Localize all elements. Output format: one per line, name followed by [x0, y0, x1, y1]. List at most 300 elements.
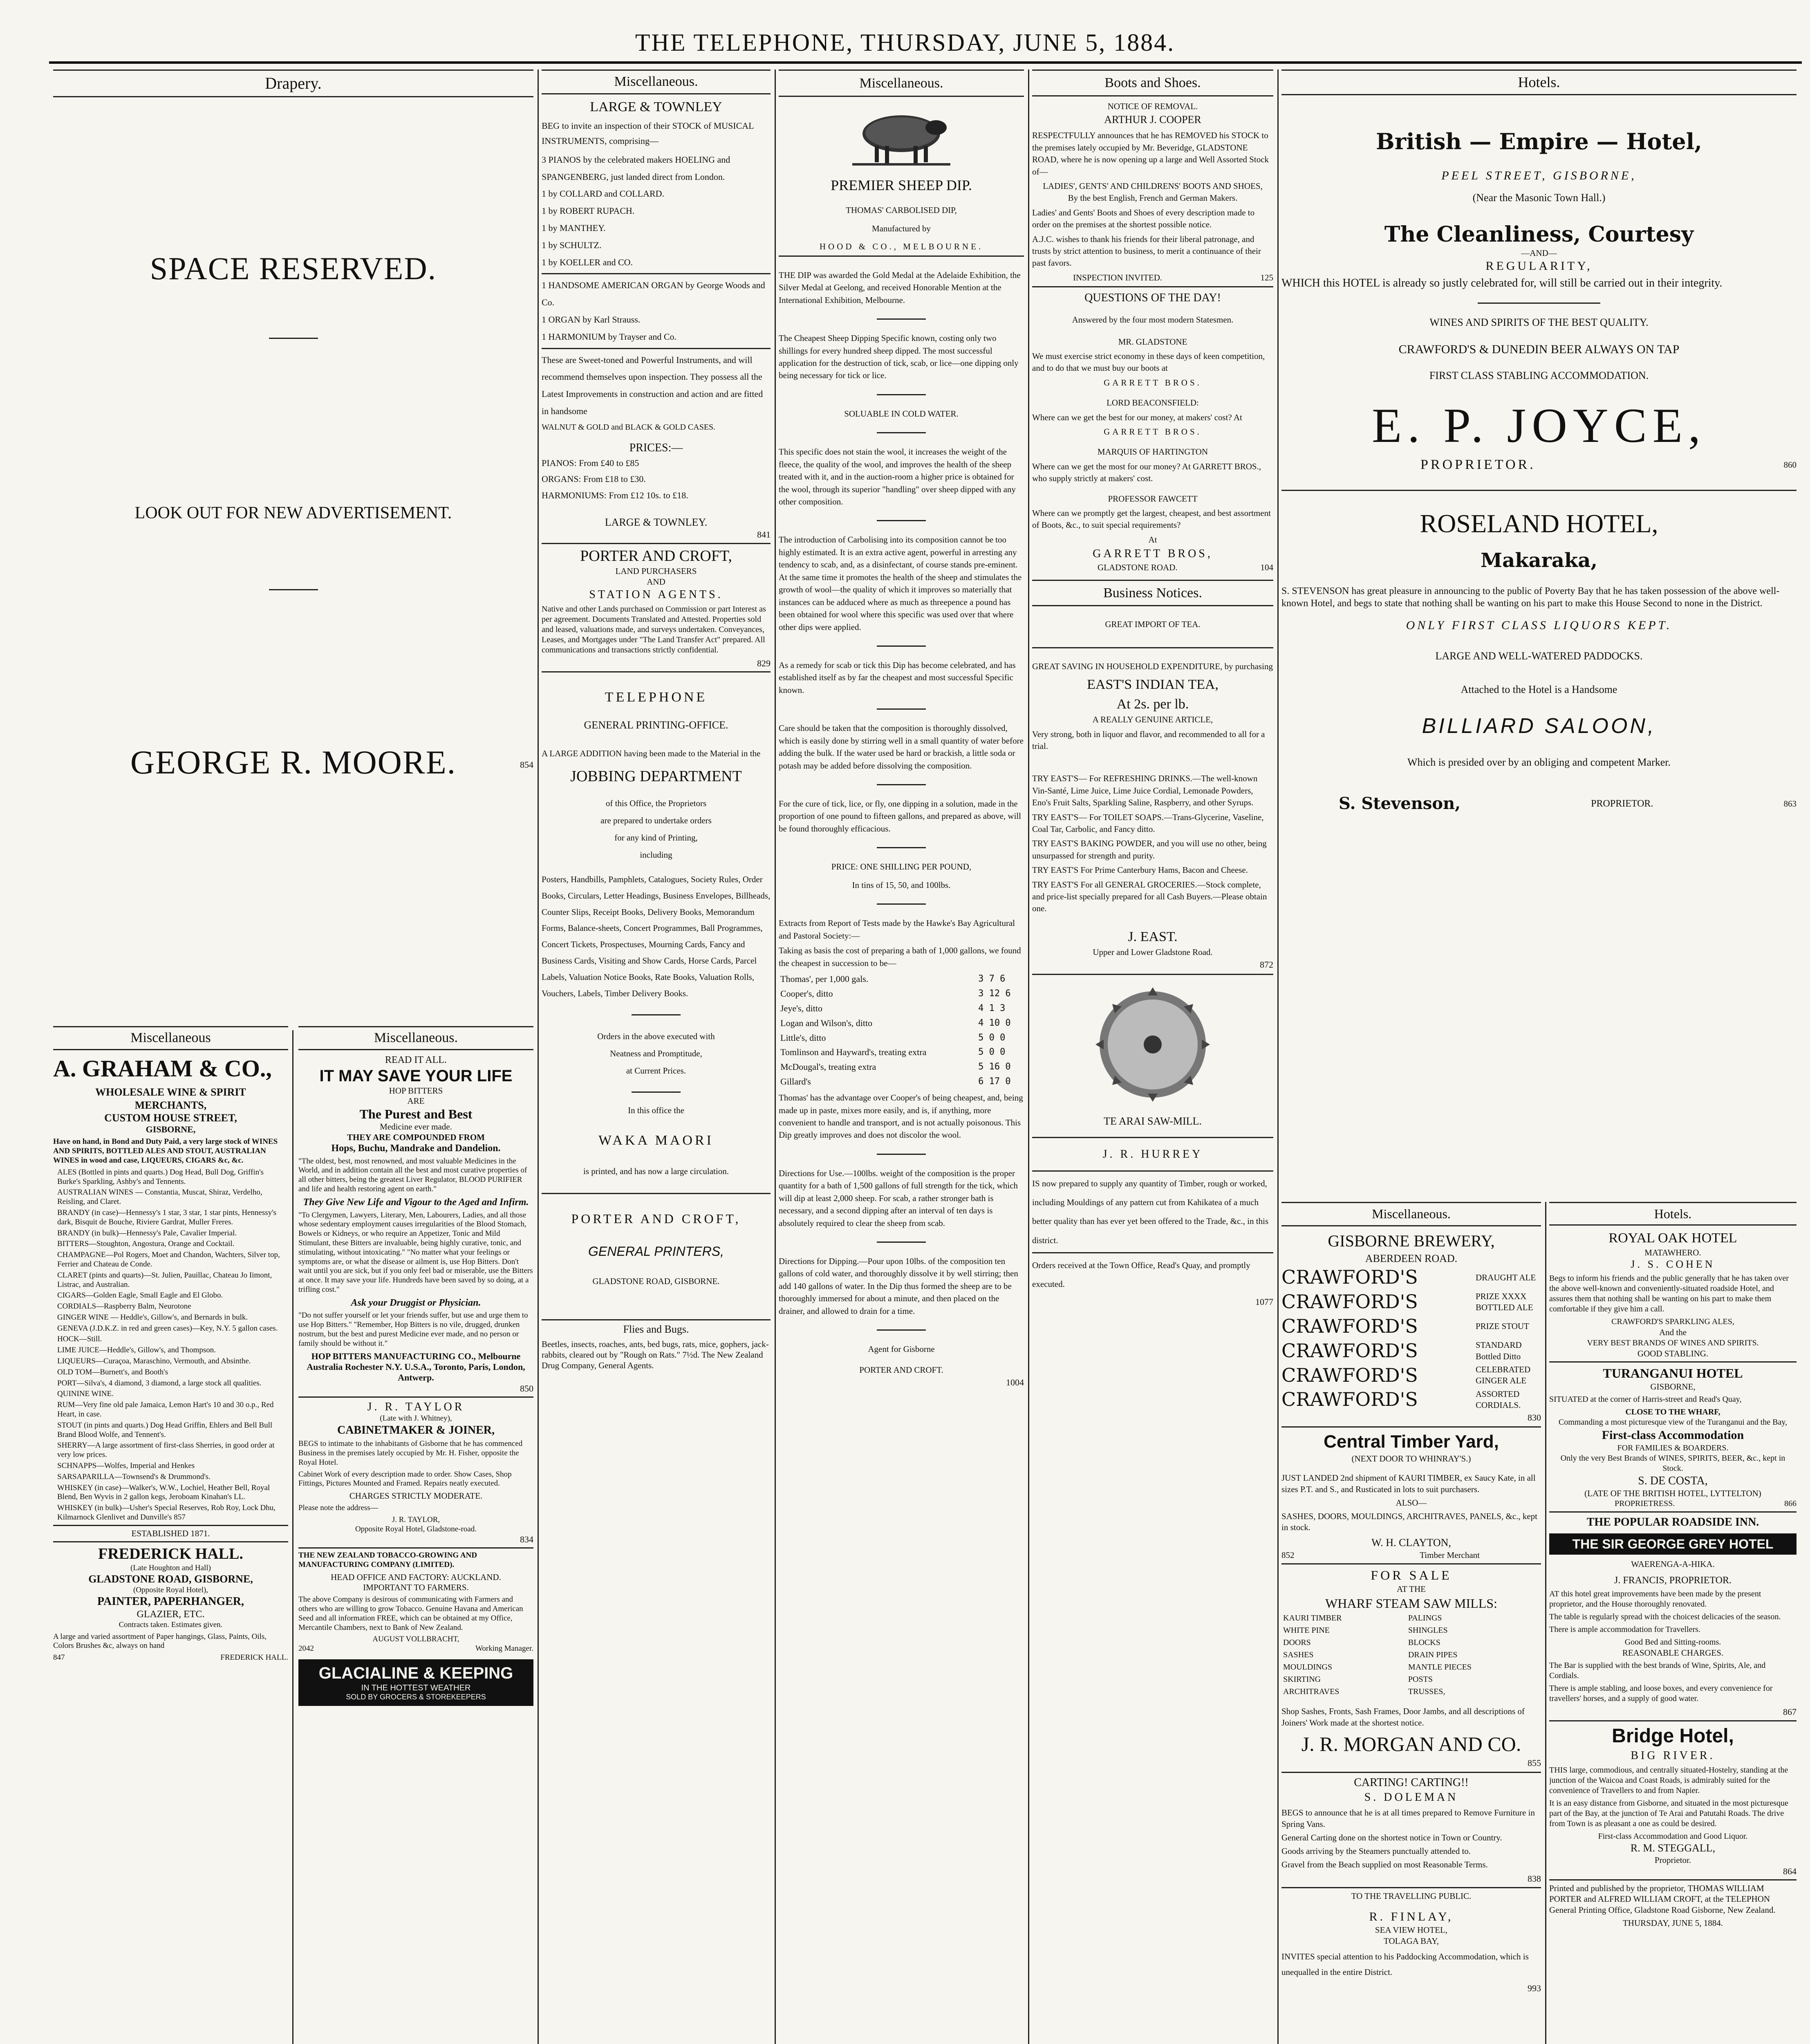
pc2-addr: GLADSTONE ROAD, GISBORNE. — [592, 1276, 720, 1286]
divider — [877, 784, 926, 785]
jrt-sign: J. R. TAYLOR, — [392, 1515, 440, 1524]
divider — [1549, 1361, 1797, 1363]
presided: Which is presided over by an obliging and competent Marker. — [1407, 756, 1671, 768]
price-line: PIANOS: From £40 to £85 — [542, 457, 639, 468]
families: FOR FAMILIES & BOARDERS. — [1617, 1443, 1729, 1452]
divider — [1549, 1511, 1797, 1513]
fh-line: PAINTER, PAPERHANGER, — [97, 1595, 244, 1608]
at-the: AT THE — [1397, 1584, 1426, 1594]
j-east: J. EAST. — [1128, 929, 1178, 944]
regularity: REGULARITY, — [1485, 259, 1593, 273]
table-cell: KAURI TIMBER — [1283, 1614, 1342, 1623]
garrett: GARRETT BROS, — [1093, 547, 1213, 560]
ad-number: 866 — [1784, 1499, 1797, 1508]
ad-number: 125 — [1260, 272, 1273, 282]
ad-number: 830 — [1528, 1412, 1541, 1423]
q-title: QUESTIONS OF THE DAY! — [1084, 291, 1221, 305]
divider — [877, 847, 926, 848]
agent: Agent for Gisborne — [868, 1344, 935, 1354]
fh-line: GLADSTONE ROAD, GISBORNE, — [88, 1573, 253, 1585]
table-row — [1281, 1624, 1541, 1636]
list-item: 1 HARMONIUM by Trayser and Co. — [542, 331, 677, 342]
nz-footer — [298, 1644, 533, 1654]
also: ALSO— — [1396, 1497, 1427, 1508]
george-moore: GEORGE R. MOORE. — [130, 744, 457, 781]
flies-title: Flies and Bugs. — [623, 1323, 689, 1336]
nz-sign: AUGUST VOLLBRACHT, — [372, 1635, 459, 1644]
nz-office: HEAD OFFICE AND FACTORY: AUCKLAND. — [331, 1572, 501, 1582]
cohen-p: Begs to inform his friends and the public generally that he has taken over the above well-known and conveniently-situated roadside Hotel, and assures them that nothing shall be wanting on his part to make them comfortable if they give him a call. — [1549, 1274, 1789, 1314]
masthead-rule — [49, 61, 1802, 64]
near: (Near the Masonic Town Hall.) — [1472, 192, 1606, 204]
nz-title: THE NEW ZEALAND TOBACCO-GROWING AND MANUFACTURING COMPANY (LIMITED). — [298, 1551, 477, 1569]
divider — [1281, 1563, 1541, 1564]
table-row — [1281, 1685, 1541, 1698]
ad-number: 829 — [757, 658, 771, 668]
fh-footer — [53, 1653, 288, 1663]
list-item: AUSTRALIAN WINES — Constantia, Muscat, Shiraz, Verdelho, Reisling, and Claret. — [57, 1188, 262, 1206]
lt-prices: PRICES:— — [629, 441, 683, 454]
hb-may-save: IT MAY SAVE YOUR LIFE — [319, 1067, 513, 1085]
divider — [1549, 1879, 1797, 1880]
divider — [1032, 974, 1273, 975]
divider — [542, 543, 771, 544]
bridge-hotel: Bridge Hotel, — [1612, 1725, 1734, 1747]
seaview: SEA VIEW HOTEL, — [1375, 1925, 1448, 1935]
list-item: GINGER WINE — Heddle's, Gillow's, and Bernards in bulk. — [57, 1313, 248, 1322]
which: WHICH this HOTEL is already so justly celebrated for, will still be carried out in their integrity. — [1281, 277, 1723, 290]
pc-title: PORTER AND CROFT, — [580, 547, 732, 565]
tea-price: At 2s. per lb. — [1116, 696, 1189, 712]
timber-merchant: Timber Merchant — [1420, 1550, 1480, 1560]
br-p: It is an easy distance from Gisborne, and situated in the most picturesque part of the Bay, at the junction of Te Arai and Patutahi Roads. The drive from Town is as pleasant a one as could be desired. — [1549, 1798, 1788, 1828]
joyce: E. P. JOYCE, — [1371, 398, 1707, 453]
graham-column — [53, 1026, 288, 2044]
table-row — [779, 1074, 1024, 1089]
try-east: TRY EAST'S— For REFRESHING DRINKS.—The well-known Vin-Santé, Lime Juice, Lime Juice Cordial, Lemonade Powders, Eno's Fruit Salts, Sparkling Saline, Raspberry, and other Syrups. — [1032, 773, 1258, 808]
divider — [269, 589, 318, 590]
pc-line: STATION AGENTS. — [589, 588, 723, 601]
and: —AND— — [1521, 248, 1557, 258]
glaciline-ad — [298, 1659, 533, 1706]
dol-p: Goods arriving by the Steamers punctually attended to. — [1281, 1846, 1471, 1856]
table-cell: 6 17 0 — [978, 1076, 1011, 1087]
sheep-dip-hood: HOOD & CO., MELBOURNE. — [819, 242, 983, 252]
divider — [877, 394, 926, 395]
at: At — [1148, 534, 1157, 545]
commanding: Commanding a most picturesque view of the Turanganui and the Bay, — [1558, 1418, 1788, 1427]
ad-number: 864 — [1783, 1866, 1797, 1876]
try-east: TRY EAST'S— For TOILET SOAPS.—Trans-Glycerine, Vaseline, Coal Tar, Carbolic, and Fancy ditto. — [1032, 812, 1264, 834]
table-cell: Tomlinson and Hayward's, treating extra — [780, 1047, 927, 1058]
only-brands: Only the very Best Brands of WINES, SPIRITS, BEER, &c., kept in Stock. — [1560, 1453, 1785, 1473]
ad-number: 867 — [1783, 1707, 1797, 1717]
divider — [1032, 286, 1273, 287]
saw-p: IS now prepared to supply any quantity of Timber, rough or worked, including Mouldings of any pattern cut from Kahikatea of a much better quality than has ever yet been offered to the Trade, &c., in this district. — [1032, 1179, 1269, 1245]
graham-firm: A. GRAHAM & CO., — [53, 1055, 272, 1082]
glaciline-line: SOLD BY GROCERS & STOREKEEPERS — [346, 1692, 486, 1701]
paragraph: A.J.C. wishes to thank his friends for their liberal patronage, and trusts by strict attention to business, to merit a continuance of their past favors. — [1032, 234, 1261, 268]
tel-b: of this Office, the Proprietors — [605, 798, 707, 808]
hotels-column — [1281, 69, 1797, 1198]
paragraph: Directions for Use.—100lbs. weight of the composition is the proper quantity for a bath of 1,500 gallons of full strength for the tick, which will dip at least 2,000 sheep. For scab, a rather stronger bath is necessary, and a second dipping after an interval of ten days is absolutely required to clear the sheep from scab. — [779, 1168, 1018, 1228]
try-east: TRY EAST'S For all GENERAL GROCERIES.—Stock complete, and price-list specially prepared for all Cash Buyers.—Please obtain one. — [1032, 879, 1267, 914]
tins: In tins of 15, 50, and 100lbs. — [852, 880, 951, 890]
hb-line: ARE — [407, 1096, 425, 1106]
table-cell: SASHES — [1283, 1650, 1314, 1660]
section-header: Business Notices. — [1032, 580, 1273, 607]
table-cell: MANTLE PIECES — [1408, 1663, 1472, 1672]
divider — [53, 1541, 288, 1542]
table-row — [1281, 1673, 1541, 1685]
hb-line: Medicine ever made. — [380, 1122, 452, 1132]
list-item: SCHNAPPS—Wolfes, Imperial and Henkes — [57, 1461, 195, 1470]
table-row — [779, 986, 1024, 1001]
list-item — [1281, 1265, 1541, 1290]
gisborne: GISBORNE, — [1650, 1381, 1696, 1392]
de-costa-footer — [1549, 1499, 1797, 1509]
fh-line: Contracts taken. Estimates given. — [119, 1620, 223, 1629]
clayton-footer — [1281, 1550, 1541, 1561]
list-item: WHISKEY (in bulk)—Usher's Special Reserves, Rob Roy, Lock Dhu, Kilmarnock Glenlivet and Dunville's 857 — [57, 1504, 276, 1522]
lt-body: These are Sweet-toned and Powerful Instruments, and will recommend themselves upon inspection. They possess all the Latest Improvements in construction and action and are fitted in handsome — [542, 354, 763, 416]
for-sale: FOR SALE — [1371, 1567, 1452, 1582]
ad-number: 838 — [1528, 1873, 1541, 1884]
only-first: ONLY FIRST CLASS LIQUORS KEPT. — [1406, 619, 1672, 632]
morgan: J. R. MORGAN AND CO. — [1301, 1732, 1521, 1755]
fr-p: There is ample accommodation for Travellers. — [1549, 1625, 1700, 1634]
list-item: GENEVA (J.D.K.Z. in red and green cases)—Key, N.Y. 5 gallon cases. — [57, 1324, 278, 1333]
central-timber-yard: Central Timber Yard, — [1324, 1431, 1499, 1452]
list-item: 1 HANDSOME AMERICAN ORGAN by George Woods and Co. — [542, 280, 765, 308]
jrt-name: J. R. TAYLOR — [367, 1401, 465, 1414]
table-cell: Logan and Wilson's, ditto — [780, 1018, 873, 1028]
paragraph: As a remedy for scab or tick this Dip has become celebrated, and has established itself as by far the cheapest and most successful Specific known. — [779, 660, 1016, 695]
table-row — [779, 1031, 1024, 1045]
table-cell: PALINGS — [1408, 1614, 1442, 1623]
crawfords: CRAWFORD'S — [1281, 1388, 1418, 1411]
ad-number: 993 — [1528, 1983, 1541, 1993]
table-cell: Thomas', per 1,000 gals. — [780, 973, 869, 984]
fh-line: A large and varied assortment of Paper hangings, Glass, Paints, Oils, Colors Brushes &c, always on hand — [53, 1632, 267, 1650]
tel-title: TELEPHONE — [605, 690, 708, 705]
table-cell: POSTS — [1408, 1675, 1433, 1684]
table-cell: 4 10 0 — [978, 1018, 1011, 1028]
br-p: THIS large, commodious, and centrally situated-Hostelry, standing at the junction of the Waicoa and Coast Roads, is admirably suited for the convenience of Travellers to and from Napier. — [1549, 1765, 1788, 1795]
tea-p2: Very strong, both in liquor and flavor, and recommended to all for a trial. — [1032, 729, 1265, 751]
music-column — [542, 69, 771, 2044]
fr-p: Good Bed and Sitting-rooms. — [1624, 1638, 1721, 1647]
hb-ask: Ask your Druggist or Physician. — [351, 1297, 481, 1308]
hb-body2: "Do not suffer yourself or let your friends suffer, but use and urge them to use Hop Bitters." "Remember, Hop Bitters is no vile, drugged, drunken nostrum, but the best and purest Medicine ever made, and no person or family should be without it." — [298, 1311, 528, 1348]
glaciline-line: IN THE HOTTEST WEATHER — [361, 1683, 471, 1692]
ad-number: 855 — [1528, 1757, 1541, 1768]
paragraph: RESPECTFULLY announces that he has REMOVED his STOCK to the premises lately occupied by Mr. Beveridge, GLADSTONE ROAD, where he is now opening up a large and Well Assorted Stock of— — [1032, 130, 1269, 177]
british-empire-hotel: British — Empire — Hotel, — [1376, 128, 1702, 155]
crawfords-product: DRAUGHT ALE — [1476, 1272, 1536, 1282]
table-cell: SHINGLES — [1408, 1626, 1448, 1635]
list-item: SHERRY—A large assortment of first-class Sherries, in good order at very low prices. — [57, 1441, 275, 1459]
ad-number: 860 — [1783, 459, 1797, 470]
dol-p: BEGS to announce that he is at all times prepared to Remove Furniture in Spring Vans. — [1281, 1808, 1535, 1829]
divider — [1281, 1426, 1541, 1428]
price-line: ORGANS: From £18 to £30. — [542, 474, 646, 484]
list-item: OLD TOM—Burnett's, and Booth's — [57, 1367, 168, 1376]
table-cell: BLOCKS — [1408, 1638, 1440, 1647]
paragraph: LADIES', GENTS' AND CHILDRENS' BOOTS AND SHOES, — [1043, 181, 1263, 191]
divider — [877, 1154, 926, 1155]
section-header: Miscellaneous. — [298, 1026, 533, 1050]
table-row — [779, 972, 1024, 986]
divider — [1281, 1772, 1541, 1773]
q-body: We must exercise strict economy in these days of keen competition, and to do that we must buy our boots at — [1032, 351, 1265, 373]
crawfords-product: ASSORTED CORDIALS. — [1476, 1389, 1521, 1410]
jrt-charges: CHARGES STRICTLY MODERATE. — [349, 1491, 483, 1501]
paragraph: Taking as basis the cost of preparing a bath of 1,000 gallons, we found the cheapest in succession to be— — [779, 946, 1021, 968]
big-river: BIG RIVER. — [1631, 1749, 1715, 1762]
q-name: PROFESSOR FAWCETT — [1108, 493, 1198, 504]
paragraph: The introduction of Carbolising into its composition cannot be too highly estimated. It is an extra active agent, powerful in arresting any tendency to scab, and, as a disinfectant, of course stands pre-eminent. At the same time it promotes the health of the sheep and stimulates the growth of wool—the quality of which it improves so materially that instances can be adduced where as much as threepence a pound has been obtained for wool where this specific was used over that where other dips were applied. — [779, 535, 1022, 632]
peel-street: PEEL STREET, GISBORNE, — [1441, 168, 1637, 182]
try-east: TRY EAST'S For Prime Canterbury Hams, Bacon and Cheese. — [1032, 865, 1248, 875]
graham-line: MERCHANTS, — [134, 1099, 207, 1111]
turanganui: TURANGANUI HOTEL — [1603, 1365, 1743, 1381]
list-item — [1281, 1387, 1541, 1412]
fr-p: The Bar is supplied with the best brands of Wine, Spirits, Ale, and Cordials. — [1549, 1661, 1766, 1681]
crawfords-product: PRIZE XXXX BOTTLED ALE — [1476, 1291, 1533, 1313]
waka-body: is printed, and has now a large circulation. — [583, 1166, 729, 1176]
tea-really: A REALLY GENUINE ARTICLE, — [1092, 715, 1213, 725]
paragraph: Directions for Dipping.—Pour upon 10lbs. of the composition ten gallons of cold water, and thoroughly dissolve it by well stirring; then add 140 gallons of water. In the Dip thus formed the sheep are to be thoroughly immersed for about a minute, and then placed on the drainer, and allowed to drain for a time. — [779, 1256, 1018, 1316]
tel-body: A LARGE ADDITION having been made to the Material in the — [542, 749, 761, 759]
divider — [1032, 1252, 1273, 1253]
brewery: GISBORNE BREWERY, — [1328, 1231, 1495, 1250]
and-the: And the — [1659, 1327, 1687, 1338]
steg-prop: Proprietor. — [1654, 1855, 1691, 1865]
list-item: WHISKEY (in case)—Walker's, W.W., Lochiel, Heather Bell, Royal Blend, Ben Wyvis in 2 gallon kegs, Jeroboam Kinahan's LL. — [57, 1483, 270, 1502]
list-item: 1 by SCHULTZ. — [542, 240, 602, 250]
divider — [542, 1319, 771, 1320]
tel-dept: JOBBING DEPARTMENT — [570, 768, 742, 785]
tel-office: In this office the — [628, 1105, 684, 1115]
column-divider — [1545, 1202, 1546, 2044]
garrett: GARRETT BROS. — [1104, 426, 1202, 437]
sheep-dip-sub: THOMAS' CARBOLISED DIP, — [846, 205, 957, 215]
list-item: 1 by ROBERT RUPACH. — [542, 206, 635, 216]
hb-mfg: HOP BITTERS MANUFACTURING CO., Melbourne Australia Rochester N.Y. U.S.A., Toronto, Paris, London, Antwerp. — [307, 1351, 525, 1383]
ad-number: 1004 — [1006, 1377, 1024, 1388]
hotels-right-column — [1549, 1202, 1797, 2044]
table-row — [779, 1016, 1024, 1031]
hurrey: J. R. HURREY — [1102, 1148, 1203, 1161]
ad-number: 854 — [520, 759, 533, 770]
hb-line: THEY ARE COMPOUNDED FROM — [347, 1132, 485, 1142]
divider — [298, 1547, 533, 1549]
graham-line: CUSTOM HOUSE STREET, — [104, 1112, 237, 1124]
divider — [53, 1525, 288, 1526]
q-name: MR. GLADSTONE — [1118, 336, 1187, 347]
table-row — [1281, 1636, 1541, 1649]
ad-number: 104 — [1260, 563, 1273, 573]
tel-list: Posters, Handbills, Pamphlets, Catalogues, Society Rules, Order Books, Circulars, Letter Headings, Business Envelopes, Billheads, Counter Slips, Receipt Books, Delivery Books, Memorandum Forms, Balance-sheets, Concert Programmes, Ball Programmes, Concert Tickets, Prospectuses, Mourning Cards, Fancy and Business Cards, Visiting and Show Cards, Horse Cards, Parcel Labels, Valuation Notice Books, Rate Books, Valuation Rolls, Vouchers, Labels, Timber Delivery Books. — [542, 874, 771, 998]
section-header: Drapery. — [53, 69, 533, 97]
list-item — [1281, 1339, 1541, 1363]
rose-p: S. STEVENSON has great pleasure in announcing to the public of Poverty Bay that he has taken possession of the above well-known Hotel, and begs to state that nothing shall be wanting on his part to make this House Second to none in the District. — [1281, 586, 1780, 609]
proprietress: PROPRIETRESS. — [1615, 1499, 1675, 1508]
table-cell: Little's, ditto — [780, 1032, 826, 1043]
list-item: LIQUEURS—Curaçoa, Maraschino, Vermouth, and Absinthe. — [57, 1357, 251, 1366]
ctw-p2: SASHES, DOORS, MOULDINGS, ARCHITRAVES, PANELS, &c., kept in stock. — [1281, 1511, 1538, 1533]
list-item: ALES (Bottled in pints and quarts.) Dog Head, Bull Dog, Griffin's Burke's Sparkling, Ashby's and Tennents. — [57, 1168, 264, 1186]
fr-p: There is ample stabling, and loose boxes, and every convenience for travellers' horses, and a supply of good water. — [1549, 1684, 1773, 1703]
section-header: Boots and Shoes. — [1032, 69, 1273, 96]
close: CLOSE TO THE WHARF, — [1625, 1407, 1720, 1416]
q-body: Where can we get the most for our money? At GARRETT BROS., who supply strictly at makers' cost. — [1032, 461, 1261, 484]
table-row — [1281, 1661, 1541, 1673]
list-item: 3 PIANOS by the celebrated makers HOELING and SPANGENBERG, just landed direct from London. — [542, 154, 730, 182]
crawfords-product: STANDARD Bottled Ditto — [1476, 1340, 1522, 1361]
list-item — [1281, 1290, 1541, 1314]
clayton: W. H. CLAYTON, — [1371, 1536, 1451, 1549]
table-row — [1281, 1612, 1541, 1624]
hb-line: HOP BITTERS — [389, 1085, 443, 1096]
hop-bitters-column — [298, 1026, 533, 2044]
q-sub: Answered by the four most modern Statesmen. — [1072, 315, 1234, 325]
tur-p: SITUATED at the corner of Harris-street and Read's Quay, — [1549, 1395, 1742, 1404]
space-reserved: SPACE RESERVED. — [150, 251, 437, 286]
stabling: FIRST CLASS STABLING ACCOMMODATION. — [1429, 370, 1649, 382]
tel-b: for any kind of Printing, — [614, 832, 698, 843]
saw-title: TE ARAI SAW-MILL. — [1104, 1115, 1202, 1127]
tel-sub: GENERAL PRINTING-OFFICE. — [584, 719, 728, 731]
matawhero: MATAWHERO. — [1644, 1247, 1701, 1257]
q-body: Where can we promptly get the largest, cheapest, and best assortment of Boots, &c., to suit special requirements? — [1032, 508, 1271, 530]
tolaga: TOLAGA BAY, — [1384, 1936, 1439, 1946]
travel: TO THE TRAVELLING PUBLIC. — [1351, 1891, 1472, 1901]
cleanliness: The Cleanliness, Courtesy — [1384, 222, 1694, 247]
cohen: J. S. COHEN — [1631, 1258, 1715, 1270]
drapery-column — [53, 69, 533, 1022]
sparkling: CRAWFORD'S SPARKLING ALES, — [1611, 1317, 1734, 1327]
dol-p: General Carting done on the shortest notice in Town or Country. — [1281, 1832, 1502, 1842]
fr-p: AT this hotel great improvements have been made by the present proprietor, and the House thoroughly renovated. — [1549, 1589, 1761, 1609]
tel-prices: at Current Prices. — [626, 1065, 686, 1076]
tea-title: GREAT IMPORT OF TEA. — [1105, 619, 1201, 630]
table-cell: 3 12 6 — [978, 988, 1011, 999]
lt-price-list — [542, 455, 771, 504]
pc-body: Native and other Lands purchased on Commission or part Interest as per agreement. Documents Translated and Attested. Properties sold and leased, valuations made, and surveys undertaken. Conveyances, Leases, and Mortgages under "The Land Transfer Act" prepared. All communications and transactions strictly confidential. — [542, 604, 766, 654]
table-row — [779, 1060, 1024, 1074]
hb-hops: Hops, Buchu, Mandrake and Dandelion. — [331, 1143, 501, 1154]
established: ESTABLISHED 1871. — [131, 1528, 210, 1538]
list-item: 1 by COLLARD and COLLARD. — [542, 188, 665, 199]
inspection: INSPECTION INVITED. — [1073, 272, 1163, 282]
ad-number: 852 — [1281, 1550, 1295, 1560]
table-cell: ARCHITRAVES — [1283, 1687, 1340, 1697]
saw-p2: Orders received at the Town Office, Read's Quay, and promptly executed. — [1032, 1260, 1250, 1289]
masthead — [0, 0, 1810, 65]
fh-line: (Opposite Royal Hotel), — [133, 1585, 208, 1594]
section-header: Miscellaneous. — [779, 69, 1024, 97]
paragraph: THE DIP was awarded the Gold Medal at the Adelaide Exhibition, the Silver Medal at Geelong, and received Honorable Mention at the International Exhibition, Melbourne. — [779, 270, 1021, 305]
imprint-date: THURSDAY, JUNE 5, 1884. — [1622, 1918, 1723, 1928]
late-british: (LATE OF THE BRITISH HOTEL, LYTTELTON) — [1584, 1488, 1761, 1498]
sheep-dip-column — [779, 69, 1024, 2044]
crawfords: CRAWFORD'S — [1281, 1339, 1418, 1362]
cost-table — [779, 972, 1024, 1089]
tea-p1: GREAT SAVING IN HOUSEHOLD EXPENDITURE, by purchasing — [1032, 661, 1273, 671]
circular-saw-icon — [1087, 979, 1218, 1110]
column-divider — [1277, 69, 1279, 2044]
sir-george-grey: THE SIR GEORGE GREY HOTEL — [1549, 1533, 1797, 1555]
divider — [542, 273, 771, 274]
notice: NOTICE OF REMOVAL. — [1107, 101, 1198, 111]
j-east-addr: Upper and Lower Gladstone Road. — [1093, 947, 1213, 957]
crawfords: CRAWFORD'S — [1281, 1364, 1418, 1386]
ad-number: 1077 — [1255, 1297, 1273, 1307]
carting: CARTING! CARTING!! — [1354, 1776, 1469, 1789]
table-cell: 5 0 0 — [978, 1032, 1006, 1043]
q-name: MARQUIS OF HARTINGTON — [1097, 447, 1208, 457]
paragraph: This specific does not stain the wool, it increases the weight of the fleece, the quality of the wool, and improves the health of the sheep treated with it, and in the auction-room a higher price is obtained for the wool, through its superior "handling" over sheep dipped with any other composition. — [779, 447, 1016, 507]
section-header: Hotels. — [1549, 1202, 1797, 1226]
divider — [632, 1091, 681, 1093]
jrt-trade: CABINETMAKER & JOINER, — [337, 1423, 495, 1437]
table-cell: SKIRTING — [1283, 1675, 1321, 1684]
paddocks: LARGE AND WELL-WATERED PADDOCKS. — [1435, 650, 1643, 662]
paragraph: Extracts from Report of Tests made by the Hawke's Bay Agricultural and Pastoral Society:— — [779, 918, 1015, 941]
tel-neat: Neatness and Promptitude, — [610, 1048, 702, 1058]
boots-column — [1032, 69, 1273, 2044]
francis: J. FRANCIS, PROPRIETOR. — [1614, 1575, 1732, 1586]
garrett-addr: GLADSTONE ROAD. — [1098, 563, 1178, 573]
divider — [542, 1193, 771, 1194]
crawfords: CRAWFORD'S — [1281, 1315, 1418, 1337]
table-cell: Cooper's, ditto — [780, 988, 833, 999]
table-cell: DRAIN PIPES — [1408, 1650, 1458, 1660]
graham-items — [53, 1168, 288, 1522]
sheep-dip-mfd: Manufactured by — [871, 223, 931, 233]
divider — [877, 1329, 926, 1331]
section-header: Miscellaneous. — [542, 69, 771, 94]
wines: WINES AND SPIRITS OF THE BEST QUALITY. — [1429, 316, 1649, 329]
divider — [1549, 1720, 1797, 1721]
table-cell: 5 16 0 — [978, 1062, 1011, 1072]
column-divider — [292, 1030, 293, 2044]
list-item — [1281, 1314, 1541, 1339]
table-cell: 3 7 6 — [978, 973, 1006, 984]
fr-p: The table is regularly spread with the choicest delicacies of the season. — [1549, 1612, 1781, 1621]
divider — [269, 338, 318, 339]
section-header: Miscellaneous — [53, 1026, 288, 1050]
list-item: STOUT (in pints and quarts.) Dog Head Griffin, Ehlers and Bell Bull Brand Blood Wolfe, and Tennent's. — [57, 1421, 273, 1439]
list-item: CIGARS—Golden Eagle, Small Eagle and El Globo. — [57, 1291, 223, 1300]
doleman: S. DOLEMAN — [1364, 1791, 1458, 1804]
jrt-address: Please note the address— — [298, 1504, 378, 1513]
brewery-column — [1281, 1202, 1541, 2044]
crawfords-list — [1281, 1265, 1541, 1412]
jrt-body: BEGS to intimate to the inhabitants of Gisborne that he has commenced Business in the premises lately occupied by Mr. H. Fisher, opposite the Royal Hotel. — [298, 1439, 523, 1467]
list-item: 1 by MANTHEY. — [542, 222, 606, 233]
list-item: BRANDY (in bulk)—Hennessy's Pale, Cavalier Imperial. — [57, 1228, 237, 1237]
agent-sign: PORTER AND CROFT. — [859, 1365, 943, 1375]
fh-line: GLAZIER, ETC. — [137, 1609, 205, 1620]
divider — [877, 903, 926, 905]
wharf: WHARF STEAM SAW MILLS: — [1325, 1596, 1497, 1611]
divider — [877, 708, 926, 710]
graham-line: WHOLESALE WINE & SPIRIT — [95, 1086, 246, 1098]
soluble: SOLUABLE IN COLD WATER. — [844, 408, 959, 419]
